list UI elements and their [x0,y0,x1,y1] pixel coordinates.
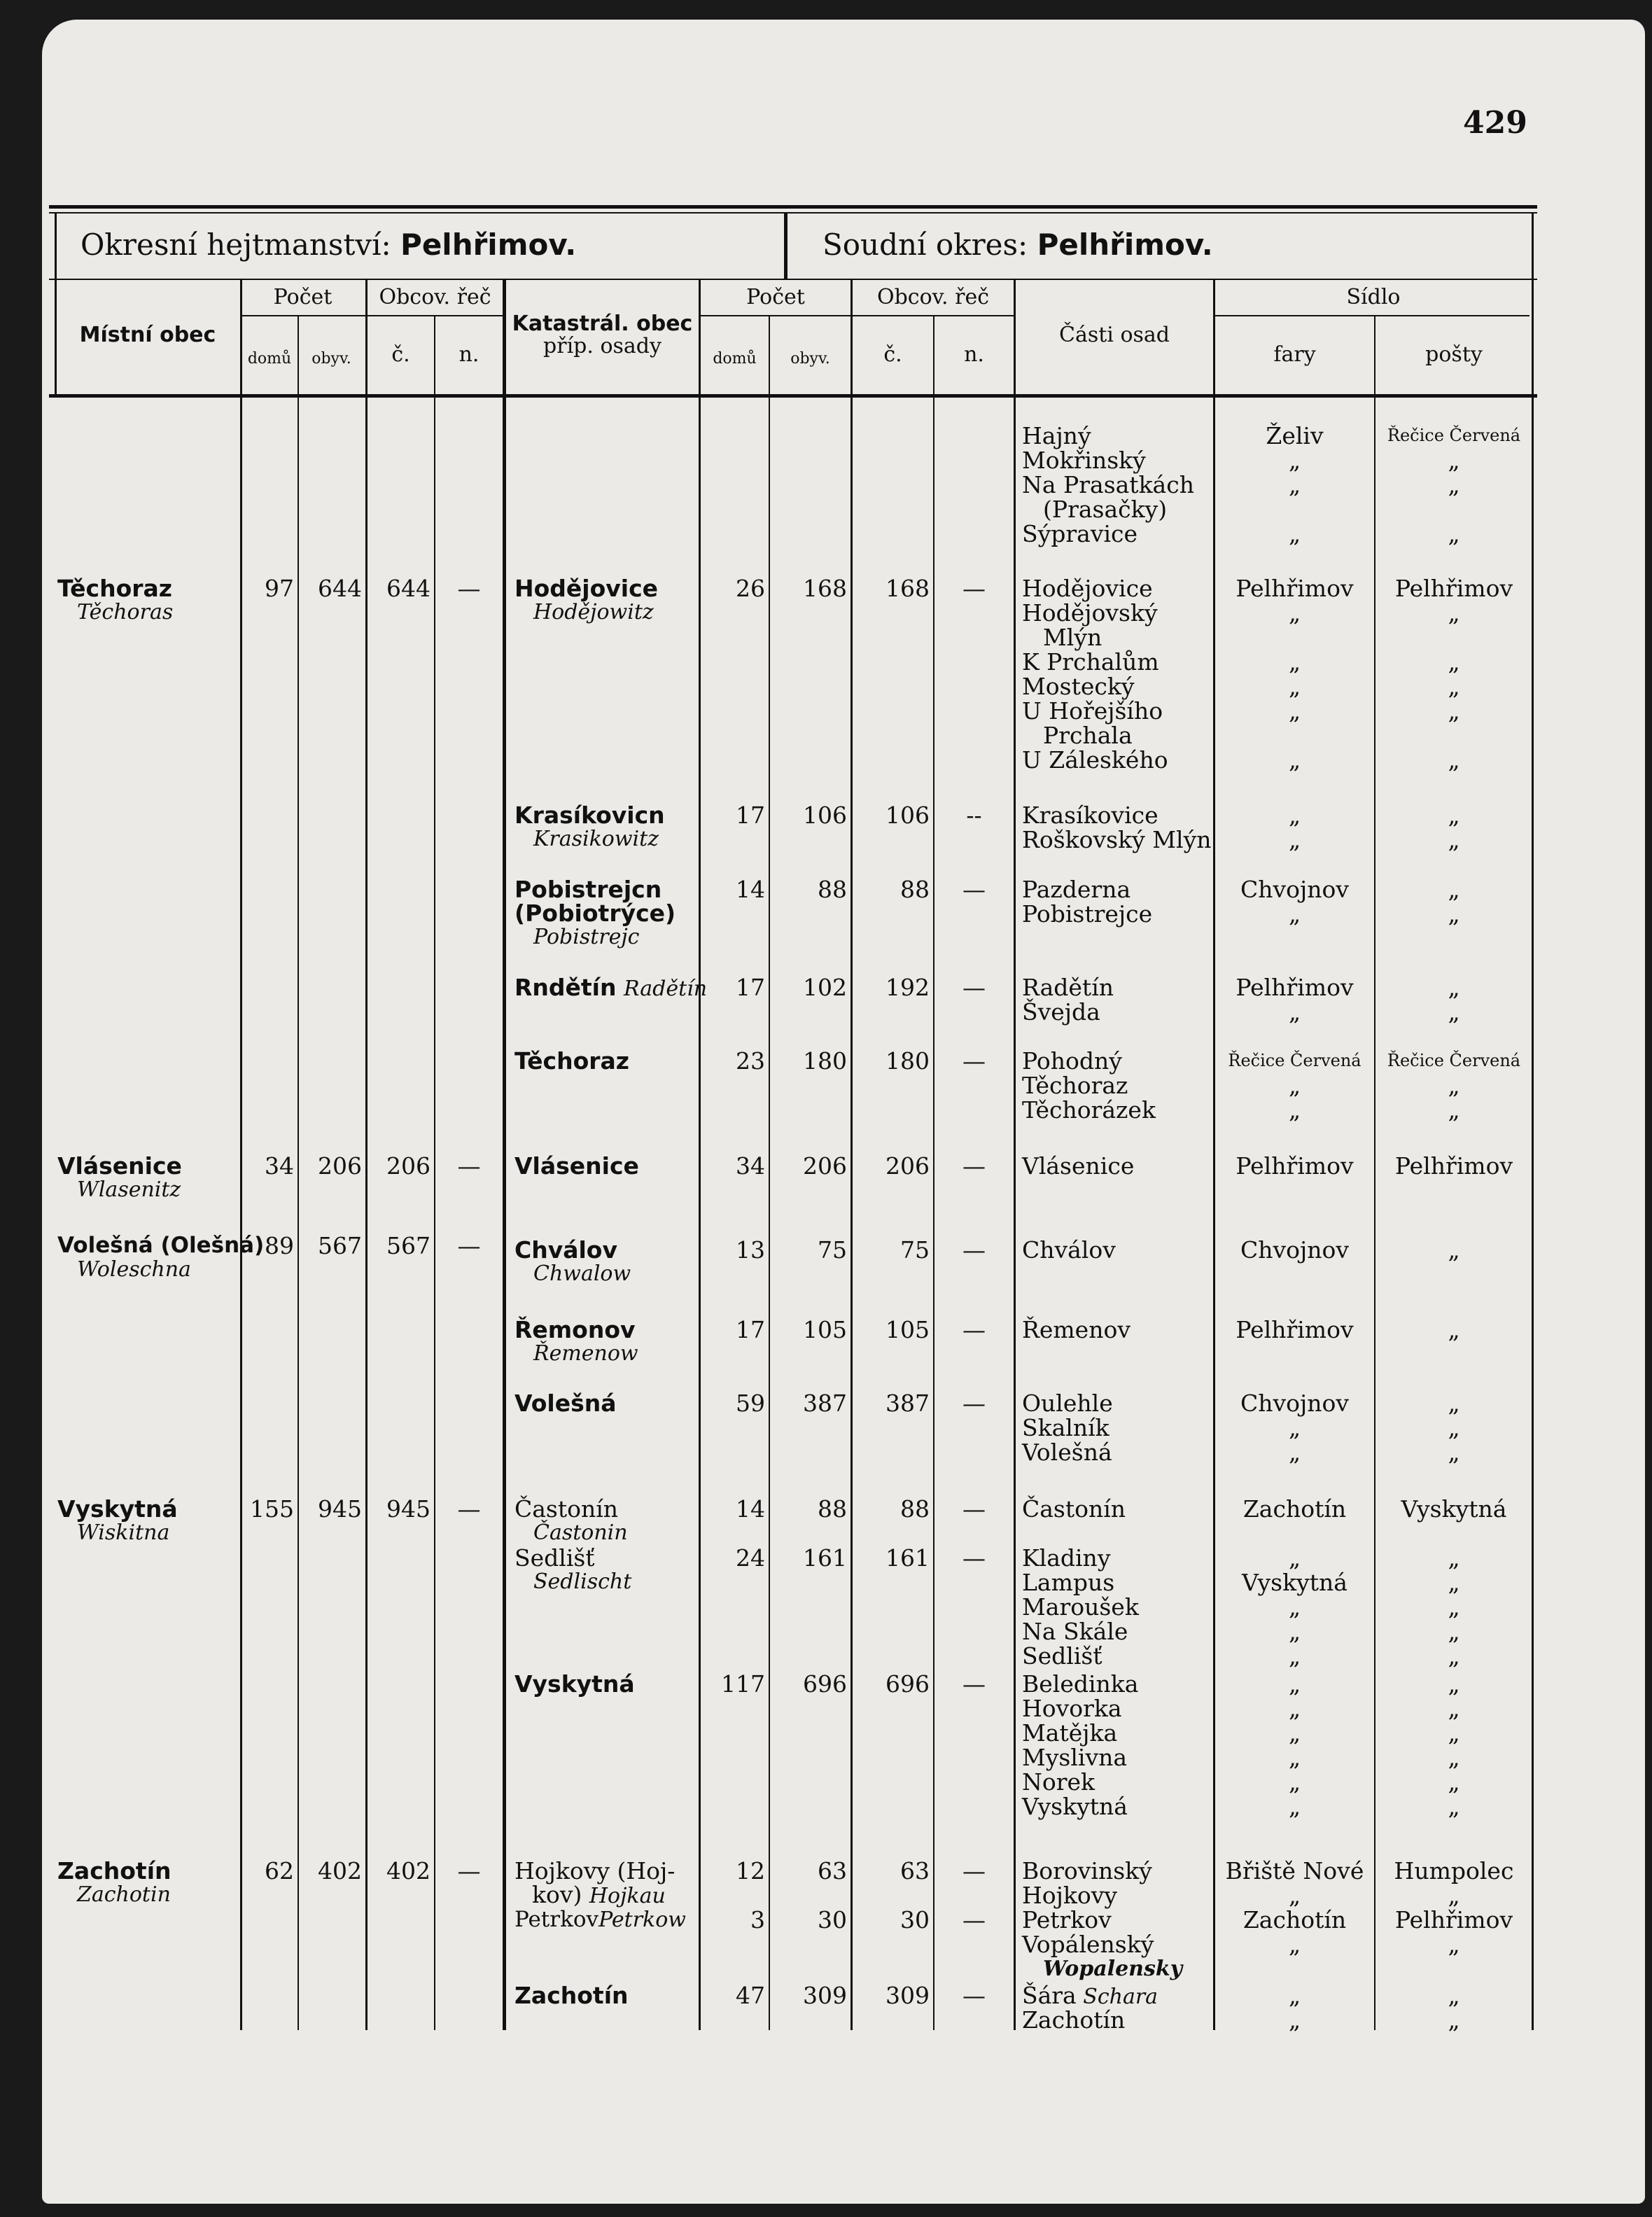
cadastral-c: 168 [886,575,930,602]
cadastral-name: Pobistrejcn [514,876,662,903]
cadastral-domu: 26 [736,575,765,602]
cadastral-name: Vlásenice [514,1152,639,1180]
municipality-domu: 89 [265,1232,294,1259]
part-name: Norek [1022,1768,1096,1796]
municipality-n: — [457,575,481,602]
part-fara: Želiv [1266,422,1324,449]
part-fara: „ [1288,802,1301,829]
part-name: (Prasačky) [1043,496,1168,523]
part-name: Pobistrejce [1022,900,1153,928]
cadastral-c: 696 [886,1670,930,1698]
part-name: Hojkovy [1022,1882,1118,1909]
part-fara: „ [1288,1744,1301,1771]
part-posta: „ [1448,900,1460,928]
district-name: Pelhřimov. [400,228,577,262]
cadastral-c: 180 [886,1047,930,1075]
cadastral-obyv: 102 [803,974,847,1001]
col-head-obcov-rec2: Obcov. řeč [876,285,990,309]
cadastral-name: Rndětín [514,974,617,1001]
part-name: Pazderna [1022,876,1131,903]
cadastral-obyv: 75 [818,1236,847,1264]
municipality-obyv: 402 [318,1857,362,1884]
part-posta: Humpolec [1394,1857,1514,1884]
part-posta: „ [1448,1439,1460,1466]
part-posta: „ [1448,1593,1460,1621]
part-posta: „ [1448,1072,1460,1099]
col-head-fary: fary [1273,342,1316,367]
cadastral-domu: 14 [736,876,765,903]
part-name: Vlásenice [1022,1152,1135,1180]
part-name: Hajný [1022,422,1091,449]
district-label: Okresní hejtmanství: [80,228,391,262]
part-fara: „ [1288,1793,1301,1820]
part-name: Vyskytná [1022,1793,1128,1820]
court-label: Soudní okres: [822,228,1028,262]
part-name: Kladiny [1022,1544,1111,1572]
part-fara: Řečice Červená [1228,1051,1362,1070]
municipality-c: 644 [386,575,430,602]
col-head-prip-osady: příp. osady [543,334,662,358]
part-name: Vopálenský [1022,1931,1154,1958]
part-posta: „ [1448,1236,1460,1264]
part-name: Mlýn [1043,624,1102,651]
part-fara: „ [1288,1618,1301,1645]
part-posta: „ [1448,1719,1460,1747]
cadastral-n: — [962,1544,986,1572]
court-heading [822,228,1213,262]
part-fara: „ [1288,1544,1301,1572]
cadastral-obyv: 168 [803,575,847,602]
cadastral-obyv: 180 [803,1047,847,1075]
part-posta: „ [1448,1316,1460,1343]
part-posta: „ [1448,1670,1460,1698]
part-fara: „ [1288,746,1301,774]
cadastral-obyv: 88 [818,1495,847,1523]
cadastral-name: Vyskytná [514,1670,635,1698]
header-left-border [55,212,57,279]
part-fara: Chvojnov [1240,1390,1349,1417]
cadastral-name: Hojkovy (Hoj- [514,1857,676,1884]
sidlo-underline [1214,315,1530,316]
cadastral-c: 63 [900,1857,930,1884]
part-name: Na Skále [1022,1618,1128,1645]
col-head-domu2: domů [713,350,757,368]
part-posta: „ [1448,998,1460,1026]
part-name: Radětín [1022,974,1114,1001]
cadastral-german: Radětín [624,977,708,1001]
part-posta: „ [1448,1768,1460,1796]
cadastral-name-line2: kov) [532,1881,582,1908]
part-posta: „ [1448,2006,1460,2034]
part-fara: „ [1288,599,1301,627]
part-posta: „ [1448,1618,1460,1645]
header-rule [49,279,1537,280]
cadastral-domu: 24 [736,1544,765,1572]
col-head-n: n. [458,342,479,367]
col-head-n2: n. [964,342,984,367]
part-name: Sedlišť [1022,1642,1102,1670]
col-head-sidlo: Sídlo [1346,285,1401,309]
cadastral-german: Krasikowitz [533,827,659,851]
header-bottom-rule [49,394,1537,398]
municipality-name: Zachotín [57,1857,172,1884]
cadastral-german: Hodějowitz [533,600,654,624]
part-fara: Pelhřimov [1236,974,1354,1001]
part-posta: „ [1448,697,1460,725]
cadastral-domu: 34 [736,1152,765,1180]
part-fara: Pelhřimov [1236,1152,1354,1180]
cadastral-obyv: 309 [803,1982,847,2009]
part-german: Schara [1076,1985,1158,2009]
cadastral-domu: 3 [750,1906,765,1933]
cadastral-c: 105 [886,1316,930,1343]
cadastral-name: Sedlišť [514,1544,595,1572]
cadastral-name: Hodějovice [514,575,659,602]
part-posta: „ [1448,673,1460,700]
part-posta: „ [1448,520,1460,547]
cadastral-row [514,1908,686,1932]
part-fara: „ [1288,2006,1301,2034]
cadastral-name: Řemonov [514,1316,636,1343]
part-name: K Prchalům [1022,648,1159,676]
municipality-german: Woleschna [77,1257,191,1282]
cadastral-name: Častonín [514,1495,619,1523]
cadastral-name: Chválov [514,1236,617,1264]
cadastral-n: — [962,1495,986,1523]
part-name: Volešná [1022,1439,1112,1466]
part-fara: Břiště Nové [1225,1857,1364,1884]
cadastral-c: 387 [886,1390,930,1417]
part-posta: „ [1448,471,1460,498]
part-fara: „ [1288,1931,1301,1958]
cadastral-domu: 17 [736,974,765,1001]
part-fara: „ [1288,673,1301,700]
part-fara: Vyskytná [1242,1569,1348,1596]
part-posta: „ [1448,876,1460,903]
cadastral-c: 192 [886,974,930,1001]
part-name: U Hořejšího [1022,697,1163,725]
part-name: Krasíkovice [1022,802,1158,829]
cadastral-n: — [962,1982,986,2009]
part-name: Těchorázek [1022,1096,1156,1124]
col-line [1014,280,1016,2030]
part-fara: Chvojnov [1240,1236,1349,1264]
part-name: Wopalensky [1043,1957,1183,1981]
part-name: Skalník [1022,1414,1110,1441]
pocet2-underline [700,315,1015,316]
part-posta: Pelhřimov [1394,575,1513,602]
cadastral-name: Volešná [514,1390,617,1417]
municipality-german: Zachotin [77,1882,171,1907]
cadastral-german: Hojkau [589,1884,666,1908]
cadastral-c: 161 [886,1544,930,1572]
col-head-pocet2: Počet [746,285,805,309]
cadastral-n: — [962,974,986,1001]
part-posta: Řečice Červená [1387,1051,1521,1070]
cadastral-name: Petrkov [514,1907,599,1932]
col-head-c: č. [391,342,410,367]
municipality-name: Volešná (Olešná) [57,1233,265,1258]
cadastral-domu: 17 [736,802,765,829]
part-posta: „ [1448,1882,1460,1909]
part-posta: Pelhřimov [1394,1152,1513,1180]
part-name: Sýpravice [1022,520,1138,547]
part-name: Švejda [1022,998,1100,1026]
municipality-german: Těchoras [77,600,174,624]
pocet-underline [241,315,506,316]
municipality-n: — [457,1495,481,1523]
part-posta: Řečice Červená [1387,426,1521,445]
part-name: Borovinský [1022,1857,1152,1884]
municipality-domu: 62 [265,1857,294,1884]
municipality-n: — [457,1857,481,1884]
part-posta: „ [1448,1390,1460,1417]
cadastral-obyv: 63 [818,1857,847,1884]
part-fara: „ [1288,447,1301,474]
part-fara: „ [1288,1982,1301,2009]
cadastral-domu: 117 [721,1670,765,1698]
part-fara: Chvojnov [1240,876,1349,903]
cadastral-domu: 23 [736,1047,765,1075]
part-name: Řemenov [1022,1316,1130,1343]
cadastral-n: — [962,1047,986,1075]
part-fara: „ [1288,697,1301,725]
part-posta: „ [1448,826,1460,853]
part-fara: „ [1288,998,1301,1026]
part-name: Chválov [1022,1236,1116,1264]
municipality-n: — [457,1232,481,1259]
part-posta: „ [1448,1982,1460,2009]
col-head-posty: pošty [1425,342,1483,367]
col-line [503,280,506,2030]
part-fara: „ [1288,471,1301,498]
cadastral-domu: 47 [736,1982,765,2009]
cadastral-name: Zachotín [514,1982,629,2009]
part-fara: „ [1288,1642,1301,1670]
cadastral-n: — [962,1670,986,1698]
col-head-obyv2: obyv. [790,350,830,368]
part-name: Maroušek [1022,1593,1139,1621]
municipality-domu: 155 [250,1495,294,1523]
part-posta: Pelhřimov [1394,1906,1513,1933]
cadastral-german: Pobistrejc [533,925,640,949]
cadastral-n: — [962,1906,986,1933]
cadastral-domu: 59 [736,1390,765,1417]
col-head-casti-osad: Části osad [1059,323,1170,347]
cadastral-n: — [962,575,986,602]
municipality-obyv: 644 [318,575,362,602]
part-posta: „ [1448,974,1460,1001]
cadastral-domu: 14 [736,1495,765,1523]
col-head-c2: č. [883,342,902,367]
part-posta: „ [1448,1793,1460,1820]
top-rule-thin [49,212,1537,214]
part-name: Častonín [1022,1495,1126,1523]
part-name: Beledinka [1022,1670,1139,1698]
part-name: Petrkov [1022,1906,1112,1933]
part-posta: „ [1448,648,1460,676]
cadastral-c: 75 [900,1236,930,1264]
municipality-name: Vyskytná [57,1495,178,1523]
col-head-domu: domů [247,350,292,368]
municipality-name: Vlásenice [57,1152,182,1180]
part-fara: „ [1288,1096,1301,1124]
part-name: Zachotín [1022,2006,1126,2034]
cadastral-obyv: 105 [803,1316,847,1343]
part-posta: „ [1448,447,1460,474]
part-name: Pohodný [1022,1047,1122,1075]
cadastral-german: Petrkow [598,1908,686,1932]
part-fara: „ [1288,1593,1301,1621]
part-fara: „ [1288,520,1301,547]
part-posta: „ [1448,1931,1460,1958]
municipality-obyv: 945 [318,1495,362,1523]
part-name: Mostecký [1022,673,1135,700]
part-fara: „ [1288,1695,1301,1722]
municipality-domu: 97 [265,575,294,602]
part-fara: Zachotín [1242,1495,1347,1523]
municipality-german: Wlasenitz [77,1177,181,1202]
part-name: Na Prasatkách [1022,471,1194,498]
cadastral-c: 88 [900,876,930,903]
part-fara: „ [1288,1768,1301,1796]
part-fara: „ [1288,900,1301,928]
cadastral-row [514,975,707,1001]
part-posta: „ [1448,802,1460,829]
col-line [1532,280,1534,2030]
cadastral-domu: 13 [736,1236,765,1264]
cadastral-c: 30 [900,1906,930,1933]
part-fara: „ [1288,648,1301,676]
cadastral-n: — [962,1857,986,1884]
cadastral-german: Chwalow [533,1261,631,1286]
part-name: Lampus [1022,1569,1115,1596]
cadastral-german: Častonin [533,1520,628,1545]
municipality-german: Wiskitna [77,1520,170,1545]
cadastral-c: 88 [900,1495,930,1523]
part-name: Oulehle [1022,1390,1113,1417]
cadastral-domu: 17 [736,1316,765,1343]
part-posta: „ [1448,1096,1460,1124]
header-divider [784,212,788,279]
part-name: Hodějovice [1022,575,1153,602]
header-right-border [1532,212,1534,279]
cadastral-name: Krasíkovicn [514,802,665,829]
part-posta: „ [1448,1744,1460,1771]
cadastral-obyv: 206 [803,1152,847,1180]
part-name: Myslivna [1022,1744,1128,1771]
col-head-pocet: Počet [273,285,332,309]
col-line [1374,315,1376,2030]
cadastral-domu: 12 [736,1857,765,1884]
cadastral-n: -- [966,802,982,829]
page-number: 429 [1463,105,1527,141]
top-rule [49,205,1537,209]
part-fara: „ [1288,1072,1301,1099]
part-name: Těchoraz [1022,1072,1128,1099]
cadastral-name: Těchoraz [514,1047,629,1075]
col-head-katastral: Katastrál. obec [512,312,693,336]
cadastral-obyv: 106 [803,802,847,829]
part-fara: „ [1288,1719,1301,1747]
municipality-c: 945 [386,1495,430,1523]
part-fara: „ [1288,1414,1301,1441]
cadastral-obyv: 161 [803,1544,847,1572]
cadastral-n: — [962,1152,986,1180]
part-name: Prchala [1043,722,1133,749]
cadastral-obyv: 30 [818,1906,847,1933]
part-posta: „ [1448,1544,1460,1572]
part-fara: Pelhřimov [1236,1316,1354,1343]
cadastral-german: Sedlischt [533,1569,632,1594]
part-posta: „ [1448,599,1460,627]
municipality-obyv: 206 [318,1152,362,1180]
part-posta: Vyskytná [1401,1495,1507,1523]
cadastral-n: — [962,1390,986,1417]
part-fara: „ [1288,826,1301,853]
municipality-c: 402 [386,1857,430,1884]
part-name: Hodějovský [1022,599,1158,627]
part-fara: „ [1288,1439,1301,1466]
part-posta: „ [1448,1569,1460,1596]
cadastral-n: — [962,1316,986,1343]
cadastral-row [532,1882,666,1908]
cadastral-obyv: 88 [818,876,847,903]
court-name: Pelhřimov. [1037,228,1213,262]
cadastral-c: 106 [886,802,930,829]
part-fara: „ [1288,1882,1301,1909]
municipality-c: 206 [386,1152,430,1180]
cadastral-name-line2: (Pobiotrýce) [514,900,676,927]
part-name: Mokřinský [1022,447,1146,474]
part-name: Šára Schara [1022,1982,1158,2009]
part-posta: „ [1448,1695,1460,1722]
part-name: Matějka [1022,1719,1118,1747]
cadastral-obyv: 696 [803,1670,847,1698]
municipality-obyv: 567 [318,1232,362,1259]
cadastral-c: 309 [886,1982,930,2009]
part-name: Hovorka [1022,1695,1122,1722]
part-fara: Pelhřimov [1236,575,1354,602]
municipality-c: 567 [386,1232,430,1259]
col-head-obcov-rec: Obcov. řeč [379,285,491,309]
municipality-domu: 34 [265,1152,294,1180]
part-name: U Záleského [1022,746,1168,774]
municipality-n: — [457,1152,481,1180]
part-posta: „ [1448,1414,1460,1441]
part-posta: „ [1448,746,1460,774]
col-head-obyv: obyv. [312,350,351,368]
part-name: Roškovský Mlýn [1022,826,1212,853]
municipality-name: Těchoraz [57,575,172,602]
district-heading [80,228,576,262]
cadastral-n: — [962,876,986,903]
cadastral-n: — [962,1236,986,1264]
cadastral-c: 206 [886,1152,930,1180]
col-head-mistni-obec: Místní obec [79,323,216,347]
part-fara: Zachotín [1242,1906,1347,1933]
part-fara: „ [1288,1670,1301,1698]
part-posta: „ [1448,1642,1460,1670]
cadastral-german: Řemenow [533,1341,638,1366]
cadastral-obyv: 387 [803,1390,847,1417]
